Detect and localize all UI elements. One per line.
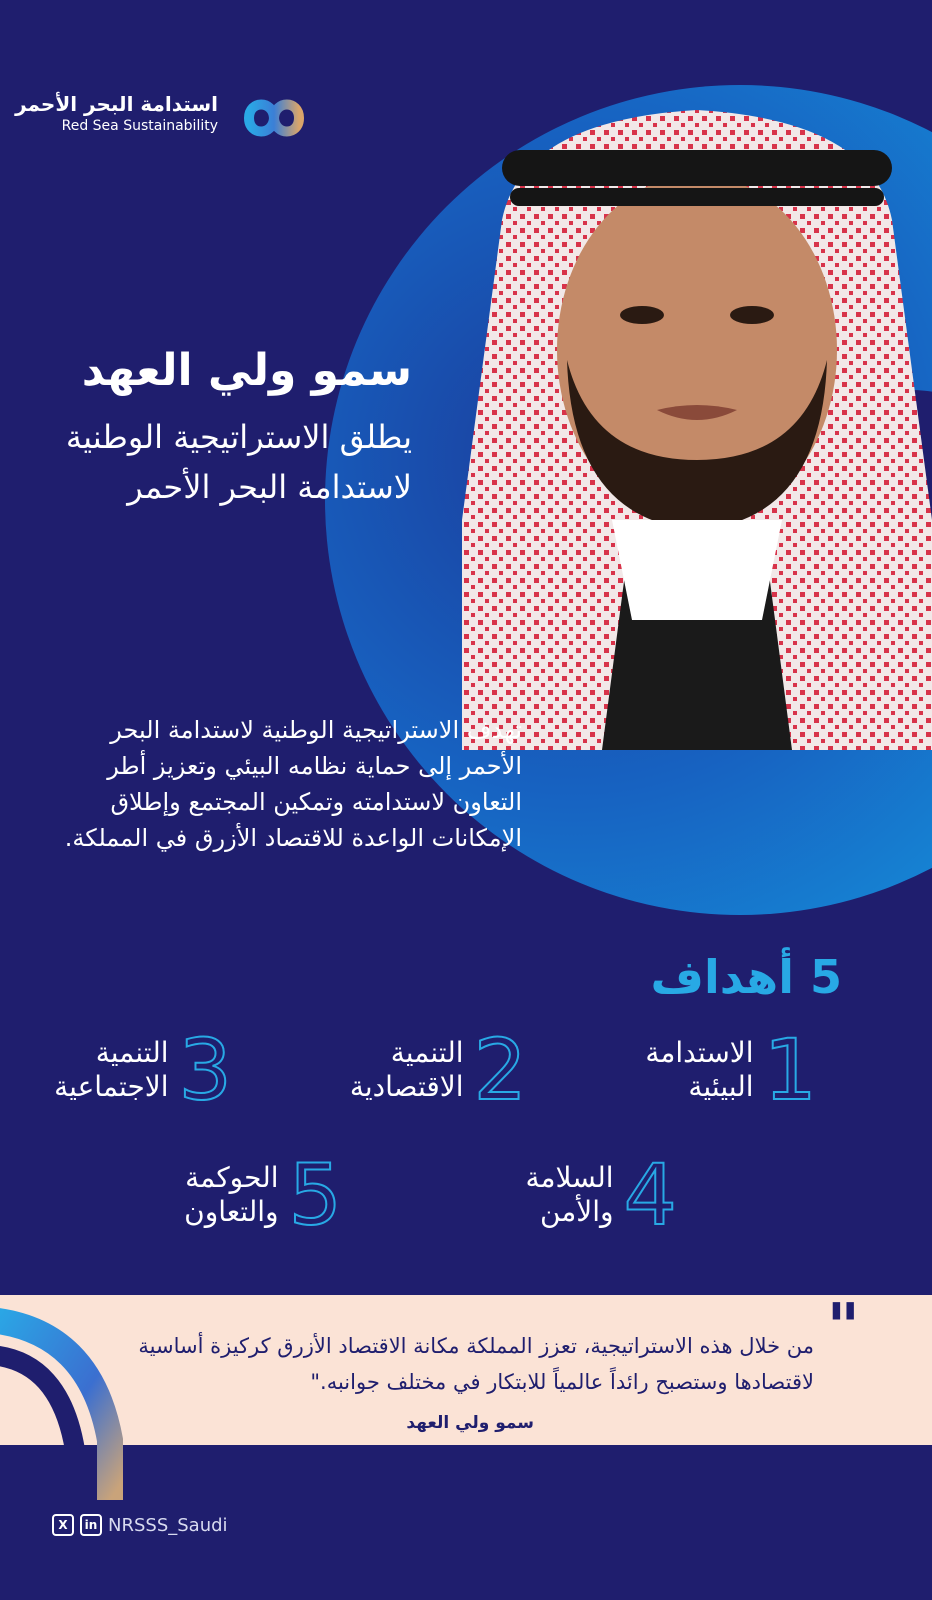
logo [15,88,323,148]
intro-paragraph: تهدف الاستراتيجية الوطنية لاستدامة البحر الأحمر إلى حماية نظامه البيئي وتعزيز أطر التعاون لاستدامته وتمكين المجتمع وإطلاق الإمكانات الواعدة للاقتصاد الأزرق في المملكة. [64,716,522,852]
goal-item-3 [54,1021,232,1119]
headline [32,340,412,512]
goal-number: 2 [473,1021,527,1119]
goal-line-1: التنمية [390,1036,464,1069]
goal-item-2 [349,1021,527,1119]
social-handle-text: NRSSS_Saudi [108,1514,228,1536]
headline-title: سمو ولي العهد [81,345,412,396]
infinity-logo-icon [225,88,323,148]
goal-item-5 [184,1146,342,1244]
goal-number: 3 [178,1021,232,1119]
x-icon[interactable]: X [52,1514,74,1536]
quote-text: من خلال هذه الاستراتيجية، تعزز المملكة مكانة الاقتصاد الأزرق كركيزة أساسية لاقتصادها وستصبح رائداً عالمياً للابتكار في مختلف جوانبه." [138,1334,814,1394]
quote-mark: " [826,1291,860,1365]
logo-english-text: Red Sea Sustainability [61,118,218,134]
quote-author: سمو ولي العهد [406,1413,534,1433]
goal-line-2: البيئية [688,1070,754,1103]
goal-line-2: الاقتصادية [349,1070,464,1103]
goal-line-1: الاستدامة [645,1036,754,1069]
goal-text [526,1161,614,1229]
logo-arabic-text: استدامة البحر الأحمر [15,92,218,116]
goal-number: 5 [288,1146,342,1244]
goal-text [54,1036,168,1104]
portrait-photo [462,100,932,750]
goal-line-2: والتعاون [184,1195,279,1228]
goal-text [350,1036,464,1104]
goal-item-4 [525,1146,677,1244]
goals-title: 5 أهداف [650,950,842,1004]
headline-subtitle: يطلق الاستراتيجية الوطنية لاستدامة البحر الأحمر [65,418,412,506]
goal-number: 4 [623,1146,677,1244]
goal-line-1: السلامة [525,1161,614,1194]
goal-text [184,1161,278,1229]
social-handle [52,1510,228,1540]
goal-line-1: التنمية [95,1036,169,1069]
goal-line-2: الاجتماعية [54,1070,169,1103]
goal-line-2: والأمن [539,1195,614,1228]
goal-item-1 [645,1021,817,1119]
linkedin-icon[interactable]: in [80,1514,102,1536]
goal-number: 1 [763,1021,817,1119]
goal-text [645,1036,753,1104]
goal-line-1: الحوكمة [185,1161,279,1194]
